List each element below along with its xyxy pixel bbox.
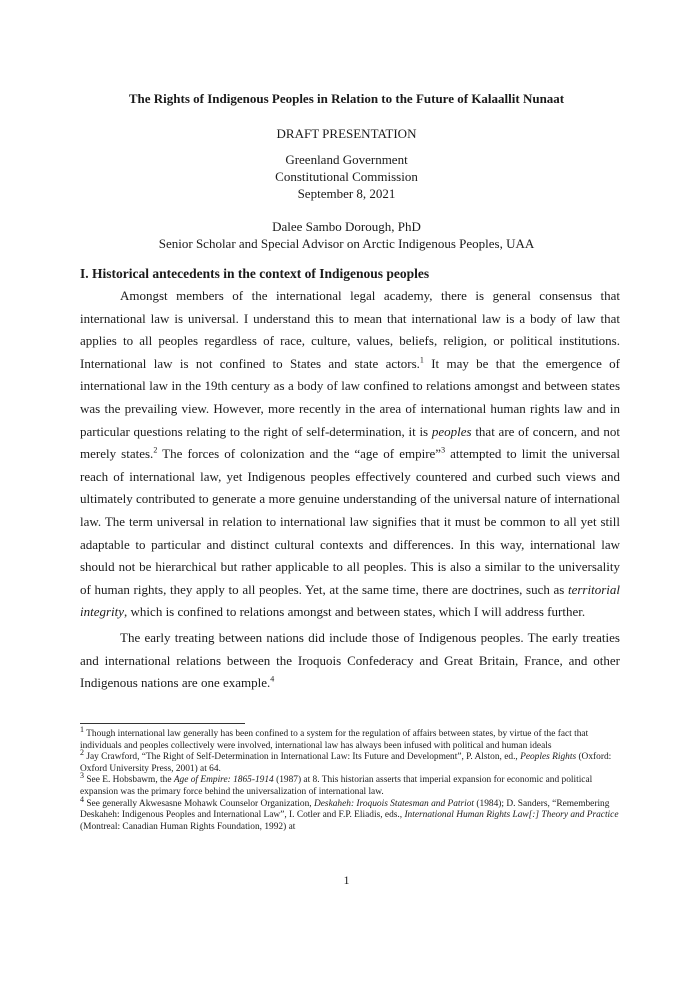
section-heading: I. Historical antecedents in the context of Indigenous peoples (80, 266, 430, 281)
footnote-number: 2 (80, 748, 84, 758)
venue-line: Constitutional Commission (275, 169, 418, 184)
footnote-italic: Peoples Rights (520, 752, 577, 763)
italic-term: peoples (431, 423, 472, 439)
footnote-text: (Oxford: Oxford University Press, 2001) at 64. (80, 752, 612, 774)
footnote-number: 3 (80, 771, 84, 781)
footnote-ref-4[interactable]: 4 (270, 674, 275, 684)
paragraph-text: that are of concern, and not merely states. (80, 423, 620, 462)
venue-block (0, 151, 693, 202)
italic-term: territorial integrity (80, 581, 620, 620)
page-number: 1 (343, 873, 350, 887)
draft-label: DRAFT PRESENTATION (276, 126, 417, 141)
venue-line: September 8, 2021 (297, 186, 396, 201)
footnote-italic: Age of Empire: 1865-1914 (173, 775, 274, 786)
paragraph-text: It may be that the emergence of international law in the 19th century as a body of law confined to relations amongst and between states was the prevailing view. However, more recently in the area of international human rights law and in particular questions relating to the right of self-determination, it is (80, 355, 620, 439)
footnote-italic: International Human Rights Law[:] Theory and Practice (404, 810, 619, 821)
document-title: The Rights of Indigenous Peoples in Relation to the Future of Kalaallit Nunaat (128, 91, 565, 106)
footnote-ref-3[interactable]: 3 (441, 445, 446, 455)
footnote-text: Jay Crawford, “The Right of Self-Determination in International Law: Its Future and Development”, P. Alston, ed., (84, 752, 521, 763)
body-text (80, 285, 620, 695)
footnote-number: 4 (80, 794, 84, 804)
footnote-ref-2[interactable]: 2 (153, 445, 158, 455)
paragraph-text: attempted to limit the universal reach of international law, yet Indigenous peoples effectively countered and curbed such views and ultimately contributed to generate a more genuine understanding of the universal nature of international law. The term universal in relation to international law signifies that it must be common to all yet still adaptable to particular and distinct cultural contexts and differences. In this way, international law should not be hierarchical but rather applicable to all peoples. This is also a similar to the universality of human rights, they apply to all peoples. Yet, at the same time, there are doctrines, such as (80, 446, 620, 597)
footnote-2 (80, 748, 620, 775)
paragraph-text: The early treating between nations did include those of Indigenous peoples. The early treaties and international relations between the Iroquois Confederacy and Great Britain, France, and other Indigenous nations are one example. (80, 629, 620, 691)
footnotes (80, 724, 620, 833)
paragraph-text: , which is confined to relations amongst and between states, which I will address further. (124, 604, 586, 620)
footnote-divider (80, 723, 245, 724)
author-title: Senior Scholar and Special Advisor on Arctic Indigenous Peoples, UAA (158, 236, 535, 251)
footnote-text: Though international law generally has been confined to a system for the regulation of affairs between states, by virtue of the fact that individuals and peoples collectively were involved, international law has always been infused with political and human ideals (80, 729, 589, 751)
paragraph-2 (80, 627, 620, 695)
paragraph-text: Amongst members of the international legal academy, there is general consensus that international law is universal. I understand this to mean that international law is a body of law that applies to all peoples regardless of race, culture, values, beliefs, religion, or political institutions. International law is not confined to States and state actors. (80, 288, 620, 371)
footnote-text: (Montreal: Canadian Human Rights Foundation, 1992) at (80, 821, 296, 832)
footnote-4 (80, 794, 620, 834)
footnote-text: (1987) at 8. This historian asserts that imperial expansion for economic and political expansion was the primary force behind the universalization of international law. (80, 775, 593, 797)
footnote-italic: Deskaheh: Iroquois Statesman and Patriot (313, 798, 475, 809)
venue-line: Greenland Government (285, 152, 408, 167)
footnote-3 (80, 771, 620, 798)
paragraph-1 (80, 285, 620, 624)
footnote-1 (80, 724, 620, 752)
footnote-text: (1984); D. Sanders, “Remembering Deskaheh: Indigenous Peoples and International Law”, I. Cotler and F.P. Eliadis, eds., (80, 798, 610, 821)
paragraph-text: The forces of colonization and the “age of empire” (157, 446, 442, 462)
author-name: Dalee Sambo Dorough, PhD (272, 219, 421, 234)
author-block (0, 218, 693, 252)
footnote-ref-1[interactable]: 1 (419, 355, 424, 365)
footnote-text: See generally Akwesasne Mohawk Counselor Organization, (84, 798, 314, 809)
footnote-text: See E. Hobsbawm, the (84, 775, 174, 786)
footnote-number: 1 (80, 724, 84, 734)
